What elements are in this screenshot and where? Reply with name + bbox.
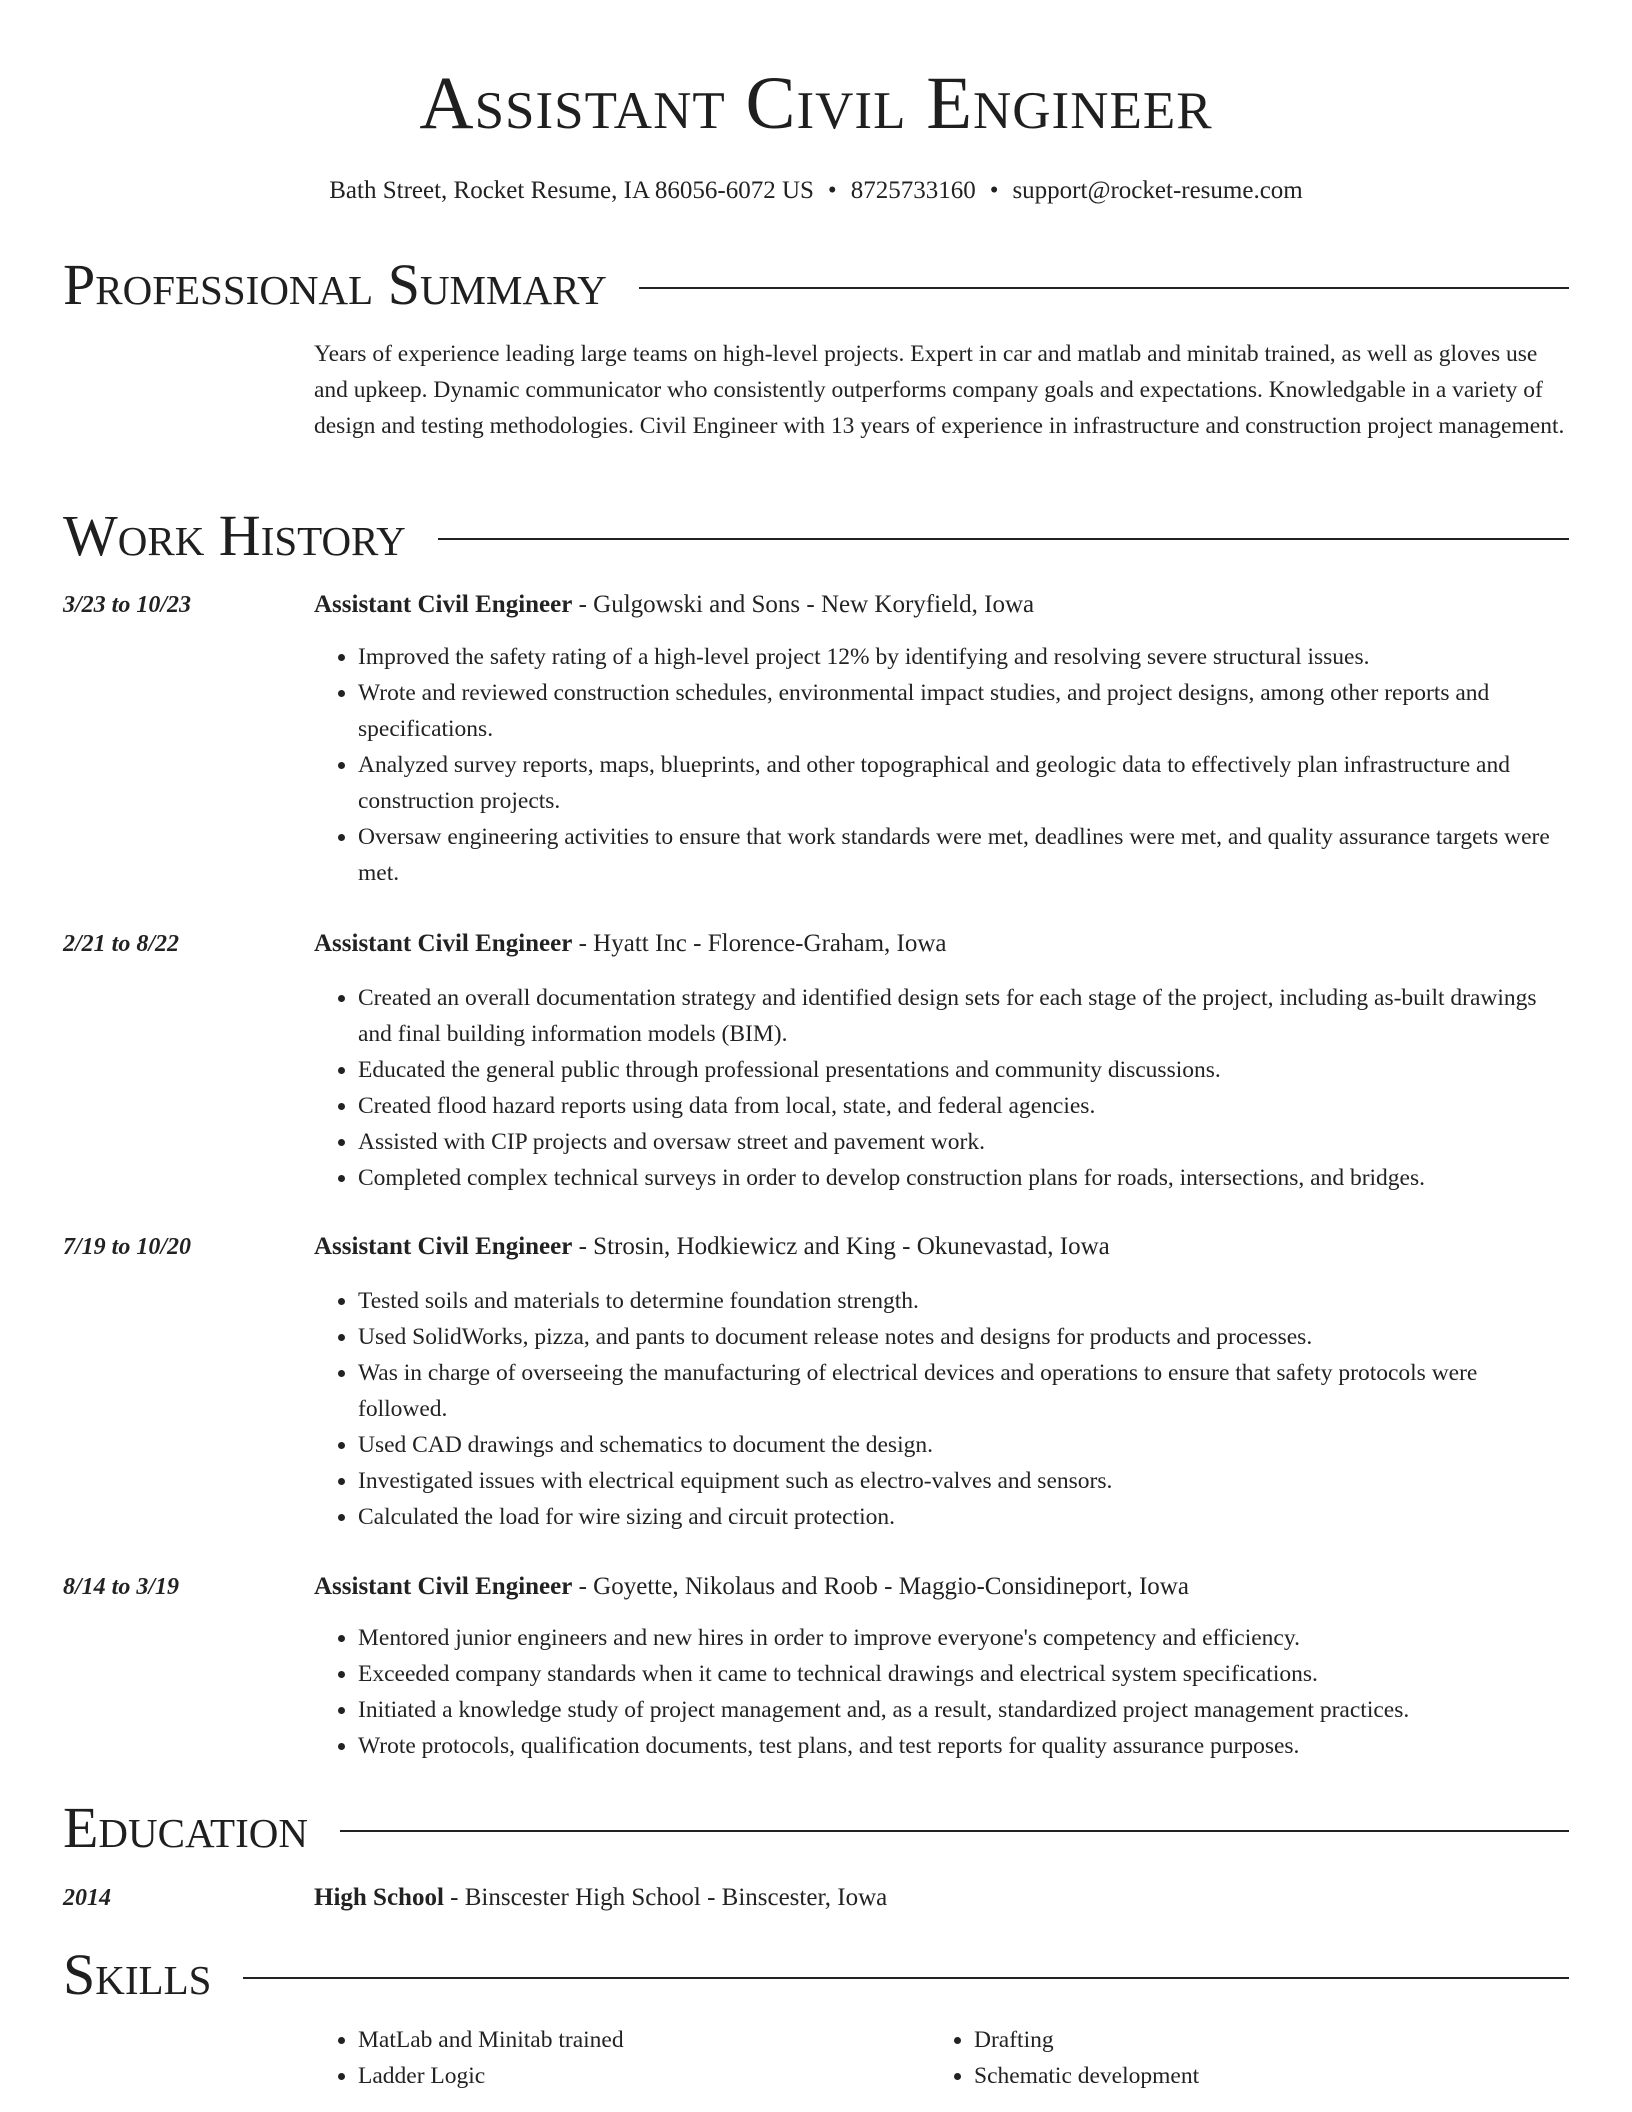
skill-item: • Schematic development [974, 2058, 1546, 2094]
job-title: Assistant Civil Engineer [314, 591, 573, 618]
job-bullets [314, 1283, 1566, 1535]
job-title-line [314, 926, 947, 962]
job-bullets [314, 1620, 1566, 1764]
skills-list [314, 2022, 1566, 2094]
section-divider [340, 1830, 1569, 1832]
job-bullet: • Used SolidWorks, pizza, and pants to document release notes and designs for products and processes. [358, 1319, 1566, 1355]
job-bullet: • Oversaw engineering activities to ensure that work standards were met, deadlines were met, and quality assurance targets were met. [358, 819, 1566, 891]
job-bullet: • Initiated a knowledge study of project management and, as a result, standardized project management practices. [358, 1692, 1566, 1728]
job-bullet: • Assisted with CIP projects and oversaw street and pavement work. [358, 1124, 1566, 1160]
job-title: Assistant Civil Engineer [314, 1573, 573, 1600]
section-heading-skills [63, 1943, 1569, 2007]
section-divider [438, 538, 1569, 540]
job-bullet: • Exceeded company standards when it came to technical drawings and electrical system specifications. [358, 1656, 1566, 1692]
summary-text: Years of experience leading large teams on high-level projects. Expert in car and matlab and minitab trained, as well as gloves use and upkeep. Dynamic communicator who consistently outperforms company goals and expectations. Knowledgable in a variety of design and testing methodologies. Civil Engineer with 13 years of experience in infrastructure and construction project management. [314, 341, 1565, 439]
job-bullet: • Educated the general public through professional presentations and community discussions. [358, 1052, 1566, 1088]
section-title: Education [63, 1795, 308, 1860]
job-bullets [314, 980, 1566, 1196]
job-bullet: • Analyzed survey reports, maps, blueprints, and other topographical and geologic data to effectively plan infrastructure and construction projects. [358, 747, 1566, 819]
contact-address: Bath Street, Rocket Resume, IA 86056-6072 US [329, 177, 814, 204]
job-bullet: • Wrote protocols, qualification documents, test plans, and test reports for quality assurance purposes. [358, 1728, 1566, 1764]
skill-item: • Drafting [974, 2022, 1546, 2058]
section-title: Skills [63, 1942, 212, 2007]
job-title-line [314, 1569, 1189, 1605]
contact-separator: • [989, 177, 999, 204]
resume-name: Assistant Civil Engineer [419, 62, 1213, 145]
job-bullet: • Wrote and reviewed construction schedules, environmental impact studies, and project designs, among other reports and specifications. [358, 675, 1566, 747]
job-bullet: • Calculated the load for wire sizing and circuit protection. [358, 1499, 1566, 1535]
education-year: 2014 [63, 1885, 111, 1911]
skills-column-left [314, 2022, 930, 2094]
job-bullet: • Investigated issues with electrical equipment such as electro-valves and sensors. [358, 1463, 1566, 1499]
job-title: Assistant Civil Engineer [314, 1233, 573, 1260]
education-degree: High School [314, 1884, 444, 1911]
contact-phone: 8725733160 [850, 177, 976, 204]
contact-separator: • [827, 177, 837, 204]
section-heading-work-history [63, 504, 1569, 568]
job-bullet: • Created flood hazard reports using data from local, state, and federal agencies. [358, 1088, 1566, 1124]
job-dates: 3/23 to 10/23 [63, 592, 192, 618]
job-employer: - Gulgowski and Sons - New Koryfield, Iowa [572, 591, 1035, 618]
job-bullet: • Was in charge of overseeing the manufacturing of electrical devices and operations to ensure that safety protocols were followed. [358, 1355, 1566, 1427]
job-title-line [314, 1229, 1110, 1265]
skill-item: • MatLab and Minitab trained [358, 2022, 930, 2058]
education-line [314, 1880, 887, 1916]
skills-column-right [930, 2022, 1546, 2094]
contact-email: support@rocket-resume.com [1012, 177, 1303, 204]
job-dates: 2/21 to 8/22 [63, 931, 180, 957]
job-employer: - Strosin, Hodkiewicz and King - Okunevastad, Iowa [572, 1233, 1110, 1260]
section-heading-education [63, 1796, 1569, 1860]
job-title-line [314, 587, 1034, 623]
skill-item: • Ladder Logic [358, 2058, 930, 2094]
section-divider [243, 1977, 1569, 1979]
job-dates: 7/19 to 10/20 [63, 1234, 192, 1260]
contact-line [0, 173, 1632, 209]
job-bullet: • Completed complex technical surveys in order to develop construction plans for roads, intersections, and bridges. [358, 1160, 1566, 1196]
job-bullet: • Created an overall documentation strategy and identified design sets for each stage of the project, including as-built drawings and final building information models (BIM). [358, 980, 1566, 1052]
section-title: Work History [63, 503, 406, 568]
section-heading-summary [63, 253, 1569, 317]
job-employer: - Hyatt Inc - Florence-Graham, Iowa [572, 930, 947, 957]
job-bullet: • Tested soils and materials to determine foundation strength. [358, 1283, 1566, 1319]
job-bullet: • Improved the safety rating of a high-level project 12% by identifying and resolving severe structural issues. [358, 639, 1566, 675]
section-title: Professional Summary [63, 252, 607, 317]
section-divider [639, 287, 1569, 289]
job-employer: - Goyette, Nikolaus and Roob - Maggio-Considineport, Iowa [572, 1573, 1189, 1600]
job-bullet: • Used CAD drawings and schematics to document the design. [358, 1427, 1566, 1463]
job-bullet: • Mentored junior engineers and new hires in order to improve everyone's competency and efficiency. [358, 1620, 1566, 1656]
job-title: Assistant Civil Engineer [314, 930, 573, 957]
job-dates: 8/14 to 3/19 [63, 1574, 180, 1600]
job-bullets [314, 639, 1566, 891]
education-school: - Binscester High School - Binscester, Iowa [443, 1884, 888, 1911]
